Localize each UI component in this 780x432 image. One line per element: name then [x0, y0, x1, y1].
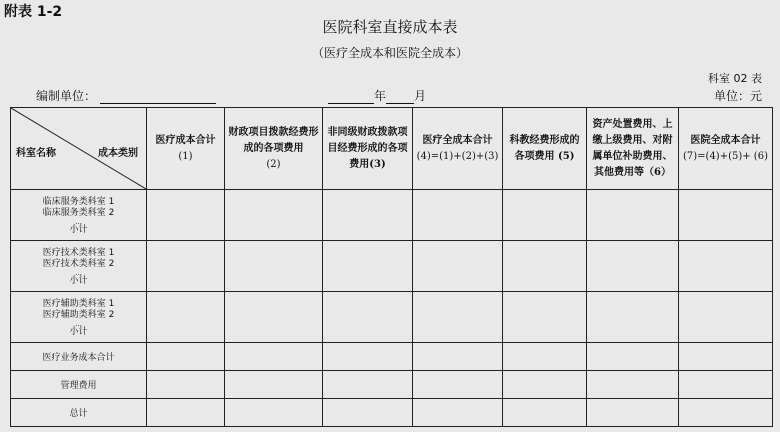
data-cell[interactable]	[147, 292, 225, 343]
corner-header	[11, 108, 147, 190]
year-label: 年	[374, 89, 387, 103]
data-cell[interactable]	[147, 190, 225, 241]
data-cell[interactable]	[147, 399, 225, 427]
col-header-4: 医疗全成本合计 (4)=(1)+(2)+(3)	[413, 108, 503, 190]
form-code: 科室 02 表	[708, 72, 762, 85]
medical-business-total-label: 医疗业务成本合计	[11, 343, 147, 371]
table-row	[11, 343, 773, 371]
data-cell[interactable]	[413, 371, 503, 399]
col-header-1: 医疗成本合计 (1)	[147, 108, 225, 190]
data-cell[interactable]	[323, 241, 413, 292]
data-cell[interactable]	[323, 292, 413, 343]
data-cell[interactable]	[587, 343, 679, 371]
appendix-label: 附表 1-2	[4, 4, 63, 20]
data-cell[interactable]	[225, 371, 323, 399]
data-cell[interactable]	[323, 399, 413, 427]
month-blank[interactable]	[386, 91, 414, 104]
data-cell[interactable]	[323, 371, 413, 399]
table-row	[11, 399, 773, 427]
data-cell[interactable]	[413, 190, 503, 241]
date-field	[328, 87, 426, 104]
data-cell[interactable]	[587, 371, 679, 399]
data-cell[interactable]	[147, 343, 225, 371]
cost-table	[10, 107, 773, 427]
clinical-group-cell: 临床服务类科室 1 临床服务类科室 2 … 小计	[11, 190, 147, 241]
page-title: 医院科室直接成本表	[322, 18, 458, 36]
data-cell[interactable]	[503, 399, 587, 427]
col-header-2: 财政项目拨款经费形成的各项费用 (2)	[225, 108, 323, 190]
data-cell[interactable]	[587, 241, 679, 292]
column-category-label: 成本类别	[98, 148, 138, 159]
prepared-by-label: 编制单位：	[36, 89, 97, 103]
data-cell[interactable]	[587, 292, 679, 343]
data-cell[interactable]	[413, 399, 503, 427]
data-cell[interactable]	[679, 292, 773, 343]
data-cell[interactable]	[225, 399, 323, 427]
col-header-5: 科教经费形成的各项费用 (5)	[503, 108, 587, 190]
row-name-label: 科室名称	[16, 148, 56, 159]
prepared-by-field	[36, 87, 216, 104]
currency-unit: 单位：元	[713, 89, 762, 103]
table-row	[11, 371, 773, 399]
admin-expense-label: 管理费用	[11, 371, 147, 399]
grand-total-label: 总计	[11, 399, 147, 427]
data-cell[interactable]	[679, 399, 773, 427]
data-cell[interactable]	[679, 343, 773, 371]
table-row	[11, 241, 773, 292]
data-cell[interactable]	[413, 343, 503, 371]
header-row	[11, 108, 773, 190]
table-row	[11, 190, 773, 241]
data-cell[interactable]	[679, 190, 773, 241]
col-header-6: 资产处置费用、上缴上级费用、对附属单位补助费用、其他费用等（6）	[587, 108, 679, 190]
data-cell[interactable]	[587, 190, 679, 241]
page-subtitle: （医疗全成本和医院全成本）	[311, 46, 468, 60]
data-cell[interactable]	[503, 241, 587, 292]
data-cell[interactable]	[503, 190, 587, 241]
data-cell[interactable]	[587, 399, 679, 427]
prepared-by-blank[interactable]	[100, 91, 216, 104]
data-cell[interactable]	[503, 292, 587, 343]
data-cell[interactable]	[225, 241, 323, 292]
data-cell[interactable]	[147, 241, 225, 292]
data-cell[interactable]	[679, 241, 773, 292]
data-cell[interactable]	[413, 292, 503, 343]
data-cell[interactable]	[323, 190, 413, 241]
data-cell[interactable]	[323, 343, 413, 371]
data-cell[interactable]	[225, 190, 323, 241]
year-blank[interactable]	[328, 91, 374, 104]
data-cell[interactable]	[679, 371, 773, 399]
col-header-3: 非同级财政拨款项目经费形成的各项费用(3)	[323, 108, 413, 190]
data-cell[interactable]	[225, 343, 323, 371]
month-label: 月	[414, 89, 427, 103]
auxiliary-group-cell: 医疗辅助类科室 1 医疗辅助类科室 2 … 小计	[11, 292, 147, 343]
data-cell[interactable]	[503, 343, 587, 371]
table-row	[11, 292, 773, 343]
data-cell[interactable]	[503, 371, 587, 399]
data-cell[interactable]	[225, 292, 323, 343]
col-header-7: 医院全成本合计 (7)=(4)+(5)+ (6)	[679, 108, 773, 190]
medtech-group-cell: 医疗技术类科室 1 医疗技术类科室 2 … 小计	[11, 241, 147, 292]
data-cell[interactable]	[413, 241, 503, 292]
data-cell[interactable]	[147, 371, 225, 399]
